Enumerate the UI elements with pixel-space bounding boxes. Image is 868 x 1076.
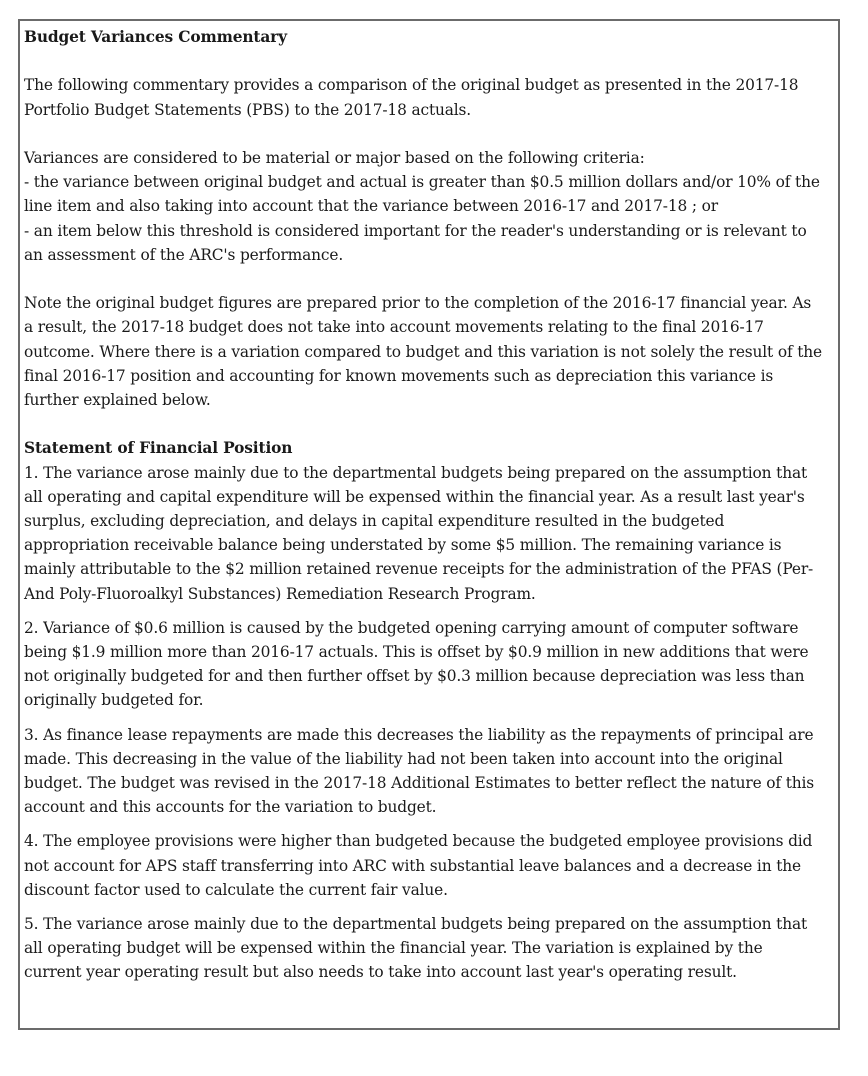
section-heading: Statement of Financial Position xyxy=(24,439,293,458)
variance-item-4 xyxy=(24,829,838,902)
text-line: appropriation receivable balance being understated by some $5 million. The remaining variance is xyxy=(24,536,782,555)
text-line: 1. The variance arose mainly due to the departmental budgets being prepared on the assumption that xyxy=(24,463,808,482)
note-paragraph xyxy=(24,291,838,412)
text-line: 2. Variance of $0.6 million is caused by the budgeted opening carrying amount of computer software xyxy=(24,618,799,637)
text-line: an assessment of the ARC's performance. xyxy=(24,245,344,264)
text-line: And Poly-Fluoroalkyl Substances) Remediation Research Program. xyxy=(24,584,536,603)
text-line: 4. The employee provisions were higher than budgeted because the budgeted employee provisions did xyxy=(24,832,813,851)
text-line: The following commentary provides a comparison of the original budget as presented in the 2017-18 xyxy=(24,76,799,95)
spacer xyxy=(24,122,838,146)
budget-variances-document xyxy=(18,19,840,1030)
text-line: final 2016-17 position and accounting for known movements such as depreciation this variance is xyxy=(24,366,774,385)
text-line: current year operating result but also needs to take into account last year's operating result. xyxy=(24,963,737,982)
text-line: a result, the 2017-18 budget does not take into account movements relating to the final 2016-17 xyxy=(24,318,764,337)
text-line: Portfolio Budget Statements (PBS) to the 2017-18 actuals. xyxy=(24,100,472,119)
variance-item-3 xyxy=(24,723,838,820)
spacer xyxy=(24,606,838,616)
text-line: Variances are considered to be material or major based on the following criteria: xyxy=(24,148,645,167)
text-line: budget. The budget was revised in the 2017-18 Additional Estimates to better reflect the nature of this xyxy=(24,774,815,793)
criteria-paragraph xyxy=(24,146,838,267)
text-line: Note the original budget figures are prepared prior to the completion of the 2016-17 financial year. As xyxy=(24,294,812,313)
spacer xyxy=(24,49,838,73)
variance-item-5 xyxy=(24,912,838,985)
spacer xyxy=(24,412,838,436)
text-line: outcome. Where there is a variation compared to budget and this variation is not solely the result of the xyxy=(24,342,822,361)
text-line: originally budgeted for. xyxy=(24,691,204,710)
text-line: all operating budget will be expensed within the financial year. The variation is explained by the xyxy=(24,939,763,958)
spacer xyxy=(24,902,838,912)
spacer xyxy=(24,819,838,829)
document-title: Budget Variances Commentary xyxy=(24,28,287,46)
text-line: made. This decreasing in the value of the liability had not been taken into account into the original xyxy=(24,749,783,768)
text-line: line item and also taking into account that the variance between 2016-17 and 2017-18 ; or xyxy=(24,197,718,216)
text-line: surplus, excluding depreciation, and delays in capital expenditure resulted in the budgeted xyxy=(24,512,725,530)
text-line: account and this accounts for the variation to budget. xyxy=(24,798,437,817)
text-line: not originally budgeted for and then further offset by $0.3 million because depreciation was less than xyxy=(24,667,805,686)
variance-item-2 xyxy=(24,616,838,713)
text-line: being $1.9 million more than 2016-17 actuals. This is offset by $0.9 million in new additions that were xyxy=(24,643,809,662)
intro-paragraph xyxy=(24,73,838,121)
text-line: all operating and capital expenditure will be expensed within the financial year. As a result last year's xyxy=(24,487,805,506)
text-line: not account for APS staff transferring into ARC with substantial leave balances and a decrease in the xyxy=(24,856,801,875)
text-line: mainly attributable to the $2 million retained revenue receipts for the administration of the PFAS (Per- xyxy=(24,560,814,579)
text-line: - an item below this threshold is considered important for the reader's understanding or is relevant to xyxy=(24,221,807,240)
text-line: discount factor used to calculate the current fair value. xyxy=(24,880,448,899)
text-line: - the variance between original budget and actual is greater than $0.5 million dollars and/or 10% of the xyxy=(24,173,820,192)
text-line: 3. As finance lease repayments are made this decreases the liability as the repayments of principal are xyxy=(24,725,814,744)
spacer xyxy=(24,267,838,291)
text-line: further explained below. xyxy=(24,391,211,409)
spacer xyxy=(24,713,838,723)
variance-item-1 xyxy=(24,461,838,606)
text-line: 5. The variance arose mainly due to the departmental budgets being prepared on the assumption that xyxy=(24,915,808,934)
